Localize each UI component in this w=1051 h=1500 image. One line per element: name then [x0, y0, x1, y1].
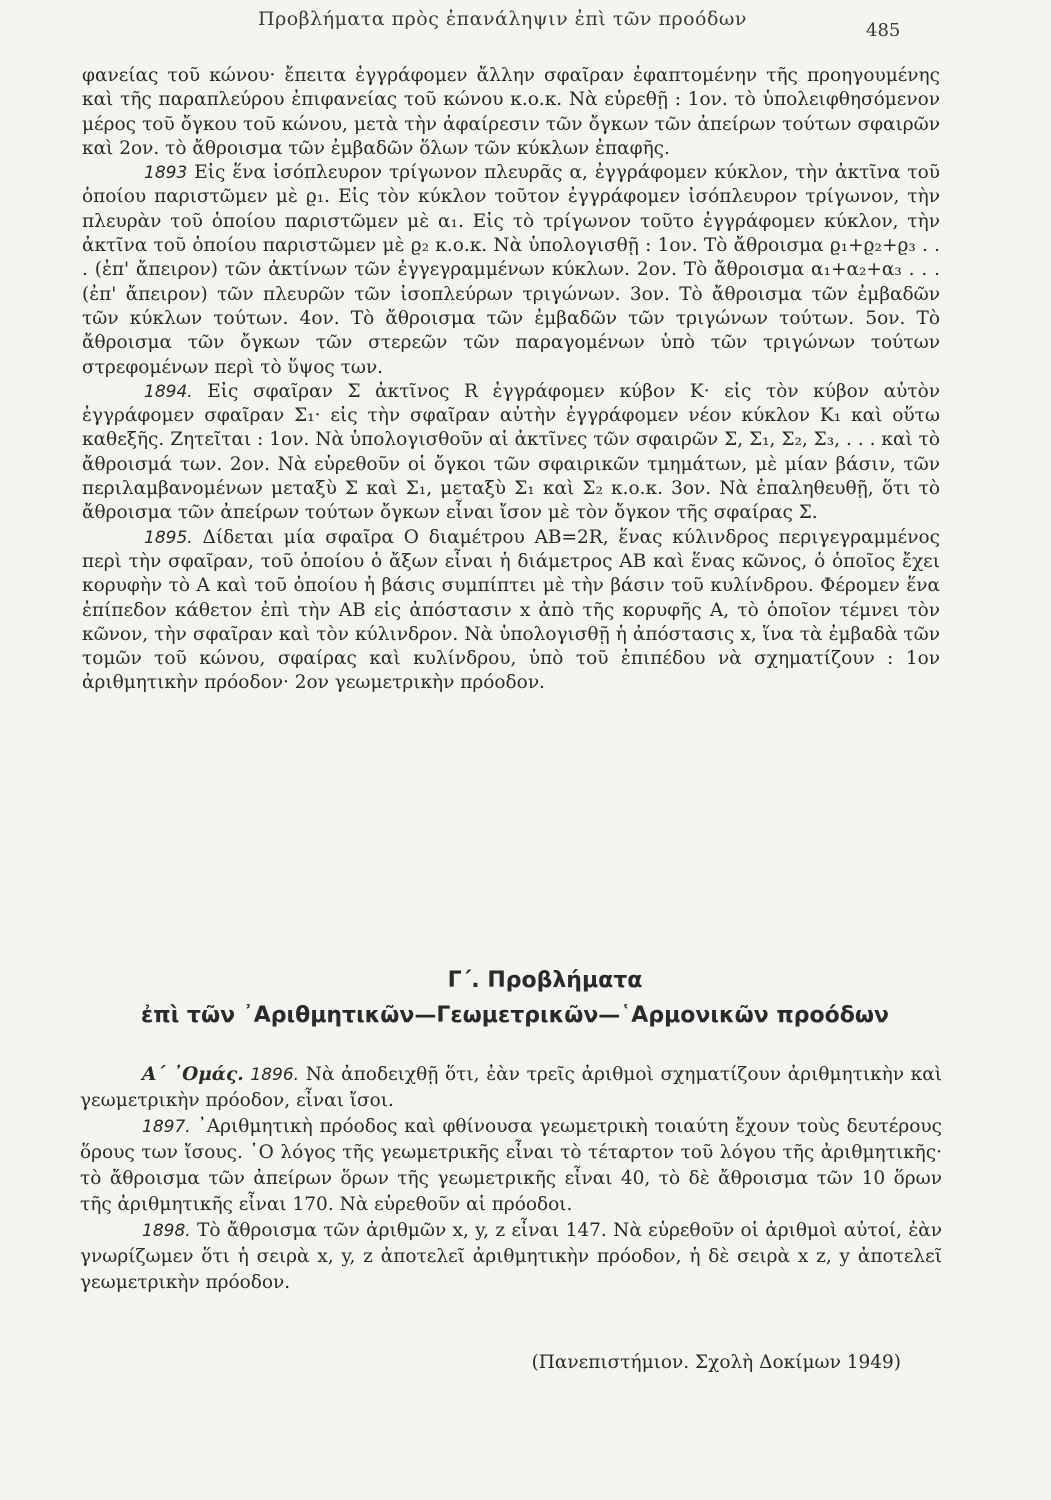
problem-1895: [82, 526, 940, 696]
problem-text: Νὰ ἀποδειχθῇ ὅτι, ἐὰν τρεῖς ἀριθμοὶ σχηματίζουν ἀριθμητικὴν καὶ γεωμετρικὴν πρόοδον, εἶναι ἴσοι.: [80, 1064, 942, 1111]
citation: (Πανεπιστήμιον. Σχολὴ Δοκίμων 1949): [531, 1352, 901, 1373]
problem-text: ᾿Αριθμητικὴ πρόοδος καὶ φθίνουσα γεωμετρικὴ τοιαύτη ἔχουν τοὺς δευτέρους ὅρους των ἴσους. ῾Ο λόγος τῆς γεωμετρικῆς εἶναι τὸ τέταρτον τοῦ λόγου τῆς ἀριθμητικῆς· τὸ ἄθροισμα τῶν ἀπείρων ὅρων τῆς γεωμετρικῆς εἶναι 40, τὸ δὲ ἄθροισμα τῶν 10 ὅρων τῆς ἀριθμητικῆς εἶναι 170. Νὰ εὑρεθοῦν αἱ πρόοδοι.: [80, 1116, 942, 1215]
section-letter: Γ΄.: [447, 968, 480, 993]
section-title-line2: ἐπὶ τῶν ᾿Αριθμητικῶν—Γεωμετρικῶν—῾Αρμονικῶν προόδων: [141, 1003, 889, 1028]
problem-1896: [80, 1062, 942, 1114]
problem-number: 1894.: [144, 381, 193, 402]
section-title-line1: Προβλήματα: [487, 968, 643, 993]
problem-1898: [80, 1218, 942, 1296]
continuation-paragraph: φανείας τοῦ κώνου· ἔπειτα ἐγγράφομεν ἄλλην σφαῖραν ἐφαπτομένην τῆς προηγουμένης καὶ τῆς παραπλεύρου ἐπιφανείας τοῦ κώνου κ.ο.κ. Νὰ εὑρεθῇ : 1ον. τὸ ὑπολειφθησόμενον μέρος τοῦ ὄγκου τοῦ κώνου, μετὰ τὴν ἀφαίρεσιν τῶν ὄγκων τῶν ἀπείρων τούτων σφαιρῶν καὶ 2ον. τὸ ἄθροισμα τῶν ἐμβαδῶν ὅλων τῶν κύκλων ἐπαφῆς.: [82, 65, 940, 159]
section-heading: [80, 968, 950, 1028]
problem-number: 1897.: [142, 1117, 191, 1137]
problem-1893: [82, 161, 940, 380]
section-heading-line1: [140, 968, 950, 993]
problem-text: Εἰς ἕνα ἰσόπλευρον τρίγωνον πλευρᾶς α, ἐγγράφομεν κύκλον, τὴν ἀκτῖνα τοῦ ὁποίου παριστῶμεν μὲ ϱ₁. Εἰς τὸν κύκλον τοῦτον ἐγγράφομεν ἰσόπλευρον τρίγωνον, τὴν πλευρὰν τοῦ ὁποίου παριστῶμεν μὲ α₁. Εἰς τὸ τρίγωνον τοῦτο ἐγγράφομεν κύκλον, τὴν ἀκτῖνα τοῦ ὁποίου παριστῶμεν μὲ ϱ₂ κ.ο.κ. Νὰ ὑπολογισθῇ : 1ον. Τὸ ἄθροισμα ϱ₁+ϱ₂+ϱ₃ . . . (ἐπ' ἄπειρον) τῶν ἀκτίνων τῶν ἐγγεγραμμένων κύκλων. 2ον. Τὸ ἄθροισμα α₁+α₂+α₃ . . . (ἐπ' ἄπειρον) τῶν πλευρῶν τῶν ἰσοπλεύρων τριγώνων. 3ον. Τὸ ἄθροισμα τῶν ἐμβαδῶν τῶν κύκλων τούτων. 4ον. Τὸ ἄθροισμα τῶν ἐμβαδῶν τῶν τριγώνων τούτων. 5ον. Τὸ ἄθροισμα τῶν ὄγκων τῶν στερεῶν τῶν παραγομένων ὑπὸ τῶν τριγώνων τούτων στρεφομένων περὶ τὸ ὕψος των.: [82, 162, 940, 378]
problem-text: Τὸ ἄθροισμα τῶν ἀριθμῶν x, y, z εἶναι 147. Νὰ εὑρεθοῦν οἱ ἀριθμοὶ αὐτοί, ἐὰν γνωρίζωμεν ὅτι ἡ σειρὰ x, y, z ἀποτελεῖ ἀριθμητικὴν πρόοδον, ἡ δὲ σειρὰ x z, y ἀποτελεῖ γεωμετρικὴν πρόοδον.: [80, 1220, 942, 1293]
problem-text: Δίδεται μία σφαῖρα Ο διαμέτρου ΑΒ=2R, ἕνας κύλινδρος περιγεγραμμένος περὶ τὴν σφαῖραν, τοῦ ὁποίου ὁ ἄξων εἶναι ἡ διάμετρος ΑΒ καὶ ἕνας κῶνος, ὁ ὁποῖος ἔχει κορυφὴν τὸ Α καὶ τοῦ ὁποίου ἡ βάσις συμπίπτει μὲ τὴν βάσιν τοῦ κυλίνδρου. Φέρομεν ἕνα ἐπίπεδον κάθετον ἐπὶ τὴν ΑΒ εἰς ἀπόστασιν x ἀπὸ τῆς κορυφῆς Α, τὸ ὁποῖον τέμνει τὸν κῶνον, τὴν σφαῖραν καὶ τὸν κύλινδρον. Νὰ ὑπολογισθῇ ἡ ἀπόστασις x, ἵνα τὰ ἐμβαδὰ τῶν τομῶν τοῦ κώνου, σφαίρας καὶ κυλίνδρου, ὑπὸ τοῦ ἐπιπέδου νὰ σχηματίζουν : 1ον ἀριθμητικὴν πρόοδον· 2ον γεωμετρικὴν πρόοδον.: [82, 526, 940, 694]
problem-text: Εἰς σφαῖραν Σ ἀκτῖνος R ἐγγράφομεν κύβον Κ· εἰς τὸν κύβον αὐτὸν ἐγγράφομεν σφαῖραν Σ₁· εἰς τὴν σφαῖραν αὐτὴν ἐγγράφομεν νέον κύκλον Κ₁ καὶ οὕτω καθεξῆς. Ζητεῖται : 1ον. Νὰ ὑπολογισθοῦν αἱ ἀκτῖνες τῶν σφαιρῶν Σ, Σ₁, Σ₂, Σ₃, . . . καὶ τὸ ἄθροισμά των. 2ον. Νὰ εὑρεθοῦν οἱ ὄγκοι τῶν σφαιρικῶν τμημάτων, μὲ μίαν βάσιν, τῶν περιλαμβανομένων μεταξὺ Σ καὶ Σ₁, μεταξὺ Σ₁ καὶ Σ₂ κ.ο.κ. 3ον. Νὰ ἐπαληθευθῇ, ὅτι τὸ ἄθροισμα τῶν ἀπείρων τούτων ὄγκων εἶναι ἴσον μὲ τὸν ὄγκον τῆς σφαίρας Σ.: [82, 380, 941, 524]
problem-number: 1893: [144, 163, 188, 184]
problem-number: 1898.: [142, 1221, 191, 1241]
body-text-lower: [80, 1062, 942, 1296]
problem-number: 1895.: [144, 527, 193, 548]
body-text-upper: [82, 64, 940, 696]
running-header: Προβλήματα πρὸς ἐπανάληψιν ἐπὶ τῶν προόδων: [258, 8, 747, 30]
problem-1894: [82, 380, 940, 526]
page-number: 485: [866, 20, 901, 41]
problem-number: 1896.: [250, 1065, 300, 1085]
group-label: Α΄ ᾿Ομάς.: [142, 1064, 244, 1085]
problem-1897: [80, 1114, 942, 1218]
